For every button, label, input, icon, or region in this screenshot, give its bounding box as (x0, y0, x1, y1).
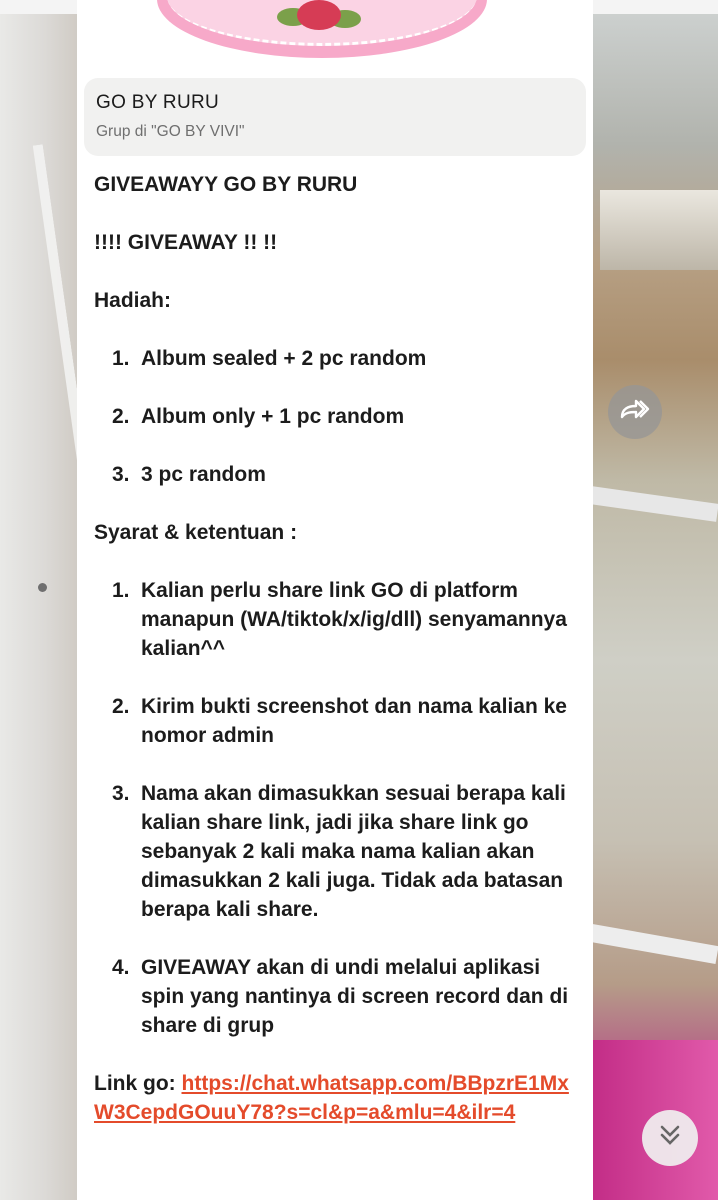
terms-list (94, 576, 574, 1040)
list-item: 4. GIVEAWAY akan di undi melalui aplikasi spin yang nantinya di screen record dan di share di grup (112, 956, 569, 1037)
message-card (77, 0, 593, 1200)
group-banner-image (157, 0, 487, 58)
group-subtitle: Grup di "GO BY VIVI" (96, 123, 245, 140)
list-item: 2. Kirim bukti screenshot dan nama kalian ke nomor admin (112, 695, 567, 747)
link-label: Link go: (94, 1072, 182, 1095)
list-item: 3. 3 pc random (112, 463, 266, 486)
link-paragraph (94, 1069, 574, 1127)
list-item: 1. Kalian perlu share link GO di platform manapun (WA/tiktok/x/ig/dll) senyamannya kalian^^ (112, 579, 567, 660)
list-item: 1. Album sealed + 2 pc random (112, 347, 427, 370)
double-chevron-down-icon (659, 1123, 681, 1154)
list-item: 3. Nama akan dimasukkan sesuai berapa kali kalian share link, jadi jika share link go sebanyak 2 kali maka nama kalian akan dimasukkan 2 kali juga. Tidak ada batasan berapa kali share. (112, 782, 566, 921)
forward-icon (620, 397, 650, 428)
background-screw (38, 583, 47, 592)
scroll-down-button[interactable] (642, 1110, 698, 1166)
message-title: GIVEAWAYY GO BY RURU (94, 173, 358, 196)
background-right (590, 0, 718, 1200)
message-text (94, 170, 574, 1127)
prizes-label: Hadiah: (94, 289, 172, 312)
list-item: 2. Album only + 1 pc random (112, 405, 405, 428)
group-name: GO BY RURU (96, 92, 220, 113)
background-left (0, 0, 80, 1200)
background-building (600, 190, 718, 270)
message-headline: !!!! GIVEAWAY !! !! (94, 231, 278, 254)
group-link-preview[interactable] (84, 78, 586, 156)
background-rail-bottom (589, 924, 718, 964)
flower-decoration (297, 0, 341, 30)
background-rail-top (589, 486, 718, 522)
prizes-list (94, 344, 574, 489)
terms-label: Syarat & ketentuan : (94, 521, 298, 544)
forward-button[interactable] (608, 385, 662, 439)
whatsapp-group-link[interactable]: https://chat.whatsapp.com/BBpzrE1MxW3CepdGOuuY78?s=cl&p=a&mlu=4&ilr=4 (94, 1072, 569, 1124)
